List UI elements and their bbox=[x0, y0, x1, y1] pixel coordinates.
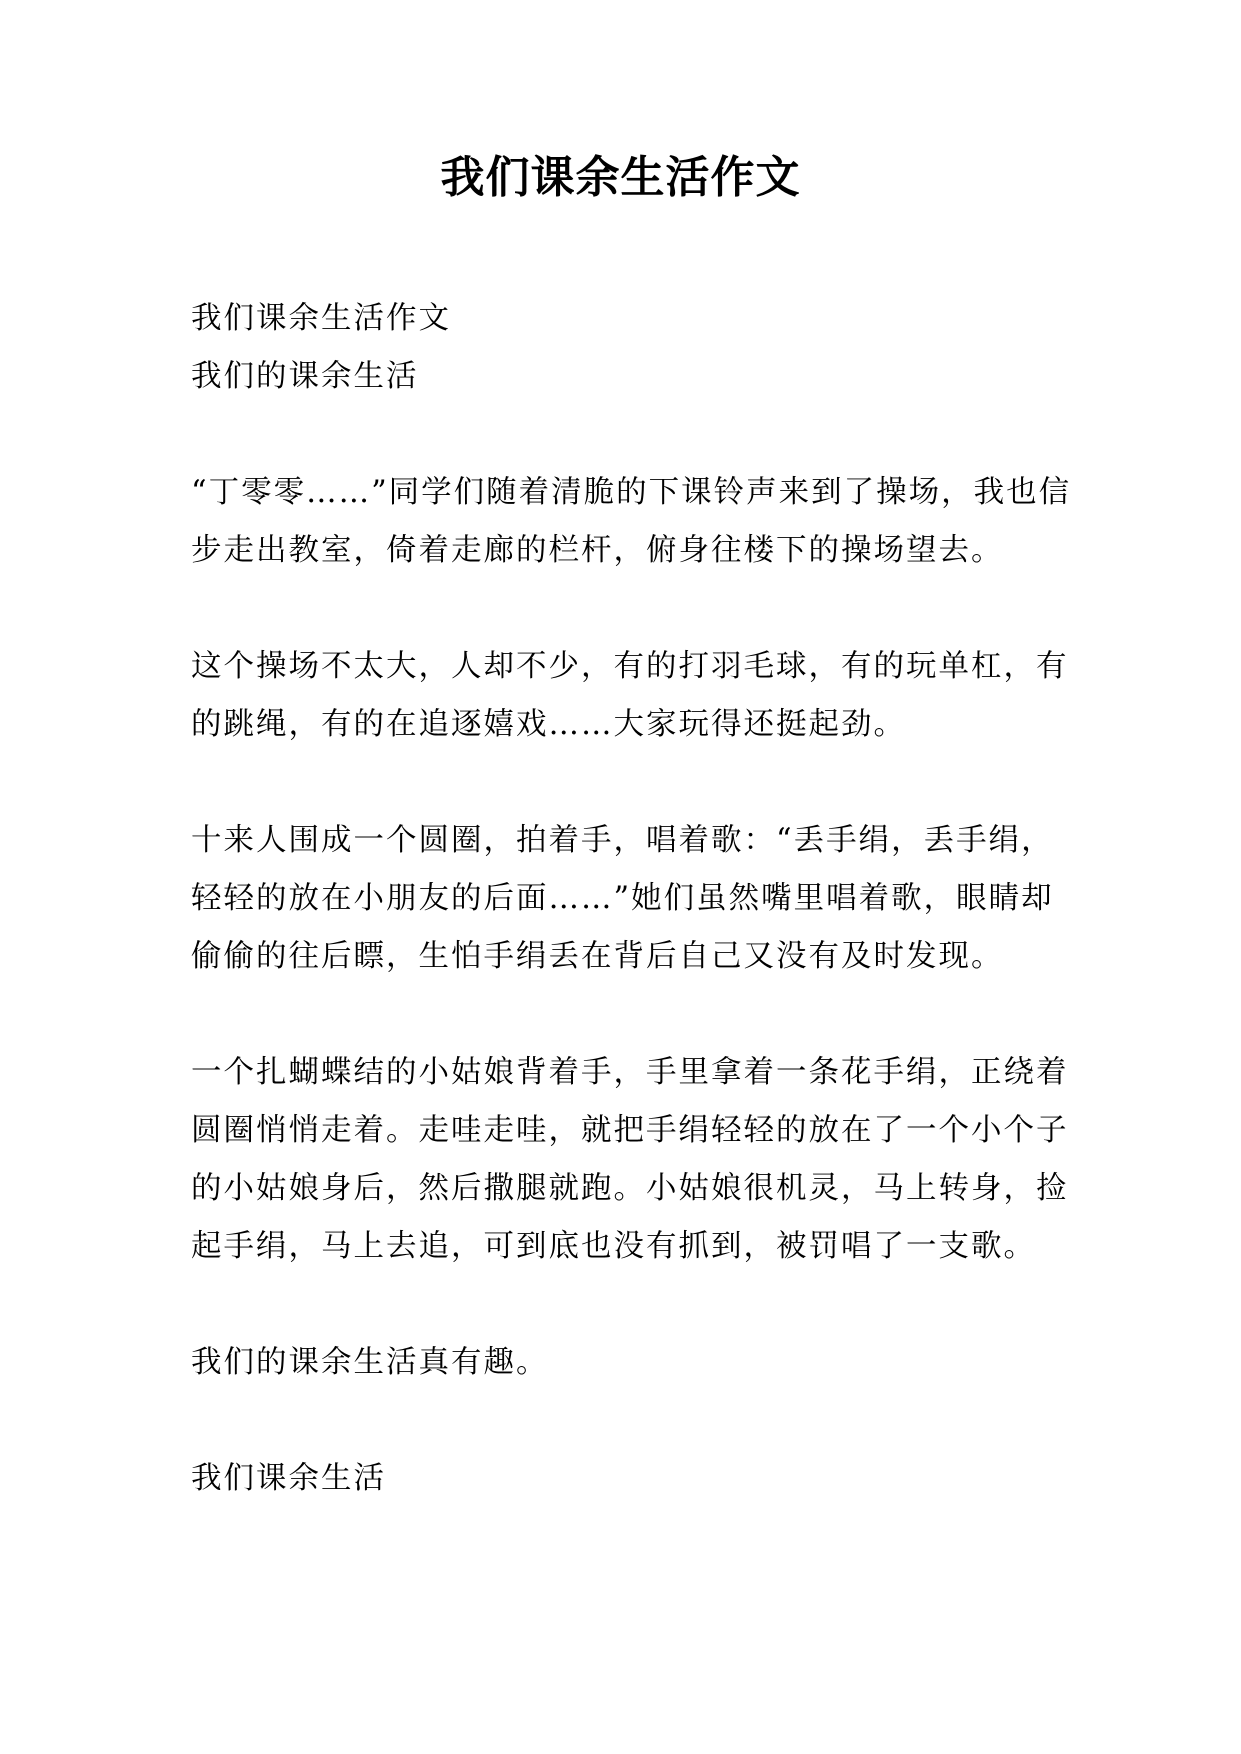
blank-line bbox=[191, 986, 1086, 1044]
blank-line bbox=[191, 1392, 1086, 1450]
paragraph-bell: “丁零零……”同学们随着清脆的下课铃声来到了操场，我也信步走出教室，倚着走廊的栏杆，俯身往楼下的操场望去。 bbox=[191, 475, 1072, 568]
essay-subheading: 我们的课余生活 bbox=[191, 359, 419, 394]
document-body bbox=[191, 290, 1086, 1508]
blank-line bbox=[191, 580, 1086, 638]
paragraph-handkerchief: 一个扎蝴蝶结的小姑娘背着手，手里拿着一条花手绢，正绕着圆圈悄悄走着。走哇走哇，就把手绢轻轻的放在了一个小个子的小姑娘身后，然后撒腿就跑。小姑娘很机灵，马上转身，捡起手绢，马上去追，可到底也没有抓到，被罚唱了一支歌。 bbox=[191, 1055, 1069, 1264]
blank-line bbox=[191, 1276, 1086, 1334]
paragraph-song: 十来人围成一个圆圈，拍着手，唱着歌：“丢手绢，丢手绢，轻轻的放在小朋友的后面……”她们虽然嘴里唱着歌，眼睛却偷偷的往后瞟，生怕手绢丢在背后自己又没有及时发现。 bbox=[191, 823, 1054, 974]
document-title: 我们课余生活作文 bbox=[440, 152, 801, 203]
paragraph-conclusion: 我们的课余生活真有趣。 bbox=[191, 1345, 549, 1380]
paragraph-playground: 这个操场不太大，人却不少，有的打羽毛球，有的玩单杠，有的跳绳，有的在追逐嬉戏……大家玩得还挺起劲。 bbox=[191, 649, 1069, 742]
blank-line bbox=[191, 754, 1086, 812]
blank-line bbox=[191, 406, 1086, 464]
closing-heading: 我们课余生活 bbox=[191, 1461, 386, 1496]
essay-heading: 我们课余生活作文 bbox=[191, 301, 451, 336]
